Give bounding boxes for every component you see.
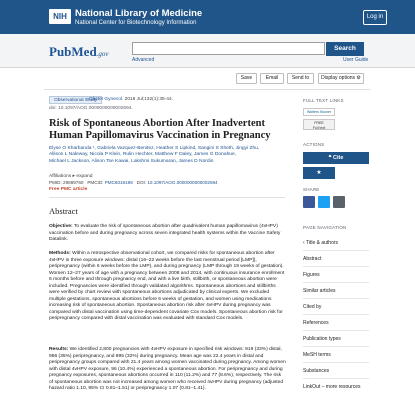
objective-text: To evaluate the risk of spontaneous abortion after quadrivalent human papillomavirus (4vHPV) vaccination before and during pregnancy across seven integrated health systems within the Vaccine Safety Datalink. [49, 224, 281, 242]
nav-divider [303, 266, 369, 267]
share-label: SHARE [303, 187, 320, 192]
authors-line[interactable]: Allison L Naleway, Nicola P Klein, Rulin Hechter, Matthew F Daley, James G Donahue, [49, 152, 237, 158]
section-divider [49, 197, 285, 198]
pmid: PMID: 29889760 [49, 180, 84, 185]
pubmed-logo-text: PubMed [49, 44, 97, 59]
wolters-kluwer-link[interactable]: Wolters Kluwer [303, 108, 335, 116]
authors-line[interactable]: Elyse O Kharbanda ¹, Gabriela Vazquez-Benitez, Heather S Lipkind, Sangini S Sheth, Jingyi Zhu, [49, 146, 260, 151]
nav-divider [303, 250, 369, 251]
authors-list [49, 146, 285, 165]
abstract-objective [49, 224, 286, 244]
search-band [0, 34, 415, 68]
doi-line: doi: 10.1097/AOG.0000000000002694. [49, 106, 133, 111]
advanced-search-link[interactable]: Advanced [132, 57, 155, 63]
email-button[interactable]: Email [260, 73, 284, 84]
results-text: We identified 2,800 pregnancies with 4vHPV exposure in specified risk windows: 919 (33%) distal, 986 (35%) peripregnancy, and 895 (32%) during pregnancy. Mean age was 22.4 years in distal and peripregnancy groups compared with 21.4 years among women vaccinated during pregnancy. Among women with distal 4vHPV exposure, 96 (10.4%) experienced a spontaneous abortion. For peripregnancy and during pregnancy exposures, spontaneous abortions occurred in 110 (11.2%) and 77 (8.6%), respectively. The risk of spontaneous abortion was not increased among women who received 4vHPV during pregnancy (adjusted hazard ratio 1.10, 95% CI 0.81–1.51) or peripregnancy 1.07 (0.81–1.41). [49, 347, 286, 391]
login-button[interactable]: Log in [363, 10, 387, 25]
nav-divider [303, 330, 369, 331]
free-full-text-link[interactable] [303, 119, 335, 130]
nav-linkout[interactable]: LinkOut – more resources [303, 384, 361, 390]
article-identifiers [49, 180, 218, 185]
nav-divider [303, 298, 369, 299]
abstract-heading: Abstract [49, 206, 78, 216]
methods-label: Methods: [49, 251, 71, 256]
star-icon: ★ [316, 170, 322, 176]
nav-divider [303, 362, 369, 363]
cite-button[interactable]: ❝ Cite [303, 152, 369, 164]
twitter-icon[interactable] [318, 196, 330, 208]
full-text-label: Full text [312, 125, 326, 130]
favorites-button[interactable] [303, 167, 335, 179]
article-title: Risk of Spontaneous Abortion After Inadvertent Human Papillomavirus Vaccination in Pregnancy [49, 118, 271, 142]
nih-header [0, 0, 415, 34]
page-navigation-label: PAGE NAVIGATION [303, 225, 347, 230]
pmcid-label: PMCID: [87, 180, 104, 185]
free-pmc-label: Free PMC article [49, 187, 88, 192]
send-to-button[interactable]: Send to [287, 73, 314, 84]
results-label: Results: [49, 347, 69, 352]
link-icon[interactable] [333, 196, 345, 208]
authors-line[interactable]: Michael L Jackson, Alison Tse Kawai, Lakshmi Sukumaran, James D Nordin [49, 158, 214, 164]
nav-divider [303, 378, 369, 379]
ncbi-subtitle: National Center for Biotechnology Information [75, 20, 197, 26]
facebook-icon[interactable] [303, 196, 315, 208]
nav-publication-types[interactable]: Publication types [303, 336, 341, 342]
user-guide-link[interactable]: User Guide [343, 57, 369, 63]
nav-divider [303, 282, 369, 283]
nav-divider [303, 314, 369, 315]
pubmed-logo[interactable] [49, 44, 109, 60]
nav-title-authors[interactable]: ‹ Title & authors [303, 240, 339, 246]
nav-divider [303, 346, 369, 347]
journal-citation [86, 97, 173, 102]
journal-issue: 2018 Jul;132(1):35-44. [124, 97, 173, 102]
nav-substances[interactable]: Substances [303, 368, 330, 374]
search-input[interactable] [132, 42, 325, 55]
study-type-badge: Observational Study [49, 96, 102, 104]
full-text-links-label: FULL TEXT LINKS [303, 98, 344, 103]
toolbar-divider [44, 89, 370, 90]
affiliations-toggle[interactable]: Affiliations ▸ expand [49, 174, 93, 179]
objective-label: Objective: [49, 224, 73, 229]
nav-abstract[interactable]: Abstract [303, 256, 322, 262]
abstract-results [49, 347, 286, 393]
pubmed-logo-suffix: .gov [96, 50, 109, 58]
free-label: FREE [314, 121, 324, 125]
search-button[interactable]: Search [326, 42, 364, 56]
pmcid-link[interactable]: PMC6019198 [104, 180, 133, 185]
nav-cited-by[interactable]: Cited by [303, 304, 322, 310]
nih-logo[interactable]: NIH [49, 9, 71, 24]
doi-link[interactable]: 10.1097/AOG.0000000000002694 [147, 180, 218, 185]
abstract-methods [49, 251, 286, 323]
nav-similar-articles[interactable]: Similar articles [303, 288, 336, 294]
doi-label: DOI: [136, 180, 147, 185]
nav-figures[interactable]: Figures [303, 272, 320, 278]
save-button[interactable]: Save [236, 73, 257, 84]
journal-link[interactable]: › Obstet Gynecol. [86, 97, 124, 102]
methods-text: Within a retrospective observational cohort, we compared risks for spontaneous abortion after 4vHPV in three exposure windows: distal (16–22 weeks before the last menstrual period [LMP]), peripregnancy (within 6 weeks before the LMP), and during pregnancy (LMP through 19 weeks of gestation). Women 12–27 years of age with a pregnancy between 2008 and 2014, with continuous insurance enrollment 6 months before and through pregnancy end, and with a live birth, stillbirth, or spontaneous abortion were included. Pregnancies were identified through validated algorithms. Spontaneous abortions and stillbirths were verified by chart review with spontaneous abortions adjudicated by clinical experts. We excluded multiple gestations, spontaneous abortions before 6 weeks of gestation, and women using medications increasing risk of spontaneous abortion. Spontaneous abortion risk after 4vHPV during pregnancy was compared with distal vaccination using time-dependent covariate Cox models. Spontaneous abortion risk for peripregnancy compared with distal vaccination was evaluated with standard Cox models. [49, 251, 285, 321]
actions-label: ACTIONS [303, 142, 325, 147]
nav-references[interactable]: References [303, 320, 329, 326]
nav-mesh-terms[interactable]: MeSH terms [303, 352, 331, 358]
display-options-button[interactable]: Display options ⚙ [318, 73, 364, 84]
nlm-title[interactable]: National Library of Medicine [75, 8, 203, 19]
